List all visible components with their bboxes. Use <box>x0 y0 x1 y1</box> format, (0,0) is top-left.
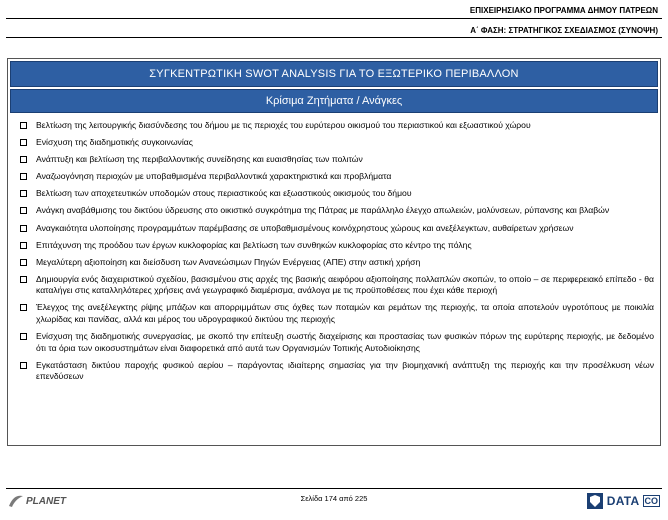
square-bullet-icon <box>20 225 27 232</box>
dataco-logo-suffix: CO <box>644 496 658 506</box>
list-item <box>18 302 654 325</box>
document-phase-title: Α΄ ΦΑΣΗ: ΣΤΡΑΤΗΓΙΚΟΣ ΣΧΕΔΙΑΣΜΟΣ (ΣΥΝΟΨΗ) <box>470 26 658 35</box>
square-bullet-icon <box>20 276 27 283</box>
list-item <box>18 274 654 297</box>
list-item <box>18 331 654 354</box>
square-bullet-icon <box>20 333 27 340</box>
list-item-text: Βελτίωση των αποχετευτικών υποδομών στους περιαστικούς και εξωαστικούς οικισμούς του δήμου <box>36 188 412 199</box>
square-bullet-icon <box>20 362 27 369</box>
swot-table-title: ΣΥΓΚΕΝΤΡΩΤΙΚΗ SWOT ANALYSIS ΓΙΑ ΤΟ ΕΞΩΤΕΡΙΚΟ ΠΕΡΙΒΑΛΛΟΝ <box>10 61 658 87</box>
square-bullet-icon <box>20 304 27 311</box>
square-bullet-icon <box>20 259 27 266</box>
list-item <box>18 205 654 217</box>
list-item-text: Έλεγχος της ανεξέλεγκτης ρίψης μπάζων και απορριμμάτων στις όχθες των ποταμών και ρεμάτων της περιοχής, τα οποία αποτελούν υγροτόπους με ποικιλία χλωρίδας και πανίδας, αλλά και μέρος του υδρογραφικού δικτύου της περιοχής <box>36 302 654 324</box>
square-bullet-icon <box>20 173 27 180</box>
list-item <box>18 137 654 149</box>
page-number: Σελίδα 174 από 225 <box>300 494 368 503</box>
square-bullet-icon <box>20 139 27 146</box>
list-item <box>18 257 654 269</box>
list-item <box>18 154 654 166</box>
header-divider <box>6 18 662 19</box>
list-item <box>18 171 654 183</box>
list-item-text: Ενίσχυση της διαδημοτικής συνεργασίας, με σκοπό την επίτευξη σωστής διαχείρισης και προστασίας των φυσικών πόρων της ευρύτερης περιοχής, με δεδομένο ότι τα όρια των οικοσυστημάτων είναι διαφορετικά από αυτά των Οργανισμών Τοπικής Αυτοδιοίκησης <box>36 331 654 353</box>
header-divider-2 <box>6 37 662 38</box>
list-item-text: Αναζωογόνηση περιοχών με υποβαθμισμένα περιβαλλοντικά χαρακτηριστικά και προβλήματα <box>36 171 392 182</box>
square-bullet-icon <box>20 156 27 163</box>
list-item <box>18 188 654 200</box>
list-item-text: Ανάγκη αναβάθμισης του δικτύου ύδρευσης στο οικιστικό συγκρότημα της Πάτρας με παράλληλο έλεγχο απωλειών, μολύνσεων, ρύπανσης και βλαβών <box>36 205 610 216</box>
square-bullet-icon <box>20 190 27 197</box>
list-item <box>18 360 654 383</box>
dataco-shield-icon <box>586 492 604 510</box>
footer-divider <box>6 488 662 489</box>
list-item <box>18 240 654 252</box>
square-bullet-icon <box>20 207 27 214</box>
swot-table <box>7 58 661 446</box>
planet-logo-text: PLANET <box>26 495 66 507</box>
issues-list <box>18 120 654 388</box>
list-item-text: Ενίσχυση της διαδημοτικής συγκοινωνίας <box>36 137 193 148</box>
list-item-text: Βελτίωση της λειτουργικής διασύνδεσης του δήμου με τις περιοχές του ευρύτερου οικισμού του περιαστικού και εξωαστικού χώρου <box>36 120 531 130</box>
list-item-text: Επιτάχυνση της προόδου των έργων κυκλοφορίας και βελτίωση των συνθηκών κυκλοφορίας στο κέντρο της πόλης <box>36 239 472 250</box>
square-bullet-icon <box>20 242 27 249</box>
dataco-logo-text: DATA <box>606 494 640 508</box>
list-item-text: Μεγαλύτερη αξιοποίηση και διείσδυση των Ανανεώσιμων Πηγών Ενέργειας (ΑΠΕ) στην αστική χρήση <box>36 256 421 267</box>
square-bullet-icon <box>20 122 27 129</box>
list-item-text: Δημιουργία ενός διαχειριστικού σχεδίου, βασισμένου στις αρχές της βασικής αειφόρου αξιοποίησης πολλαπλών σκοπών, το οποίο – σε περιφερειακό επίπεδο - θα καταλήγει στις καταλληλότερες χρήσεις ανά γεωγραφικό διαμέρισμα, ανάλογα με τις προϋποθέσεις που έχει κάθε περιοχή <box>36 273 654 296</box>
list-item-text: Ανάπτυξη και βελτίωση της περιβαλλοντικής συνείδησης και ευαισθησίας των πολιτών <box>36 154 363 165</box>
document-program-title: ΕΠΙΧΕΙΡΗΣΙΑΚΟ ΠΡΟΓΡΑΜΜΑ ΔΗΜΟΥ ΠΑΤΡΕΩΝ <box>469 6 658 15</box>
list-item <box>18 223 654 235</box>
swot-table-subtitle: Κρίσιμα Ζητήματα / Ανάγκες <box>10 89 658 113</box>
list-item <box>18 120 654 132</box>
dataco-logo <box>586 492 660 510</box>
list-item-text: Εγκατάσταση δικτύου παροχής φυσικού αερίου – παράγοντας ιδιαίτερης σημασίας για την βιομηχανική ανάπτυξη της περιοχής και την προσέλκυση νέων επενδύσεων <box>36 359 654 382</box>
list-item-text: Αναγκαιότητα υλοποίησης προγραμμάτων παρέμβασης σε υποβαθμισμένους κοινόχρηστους χώρους και ανεξέλεγκτων, αυθαίρετων χρήσεων <box>36 222 574 233</box>
